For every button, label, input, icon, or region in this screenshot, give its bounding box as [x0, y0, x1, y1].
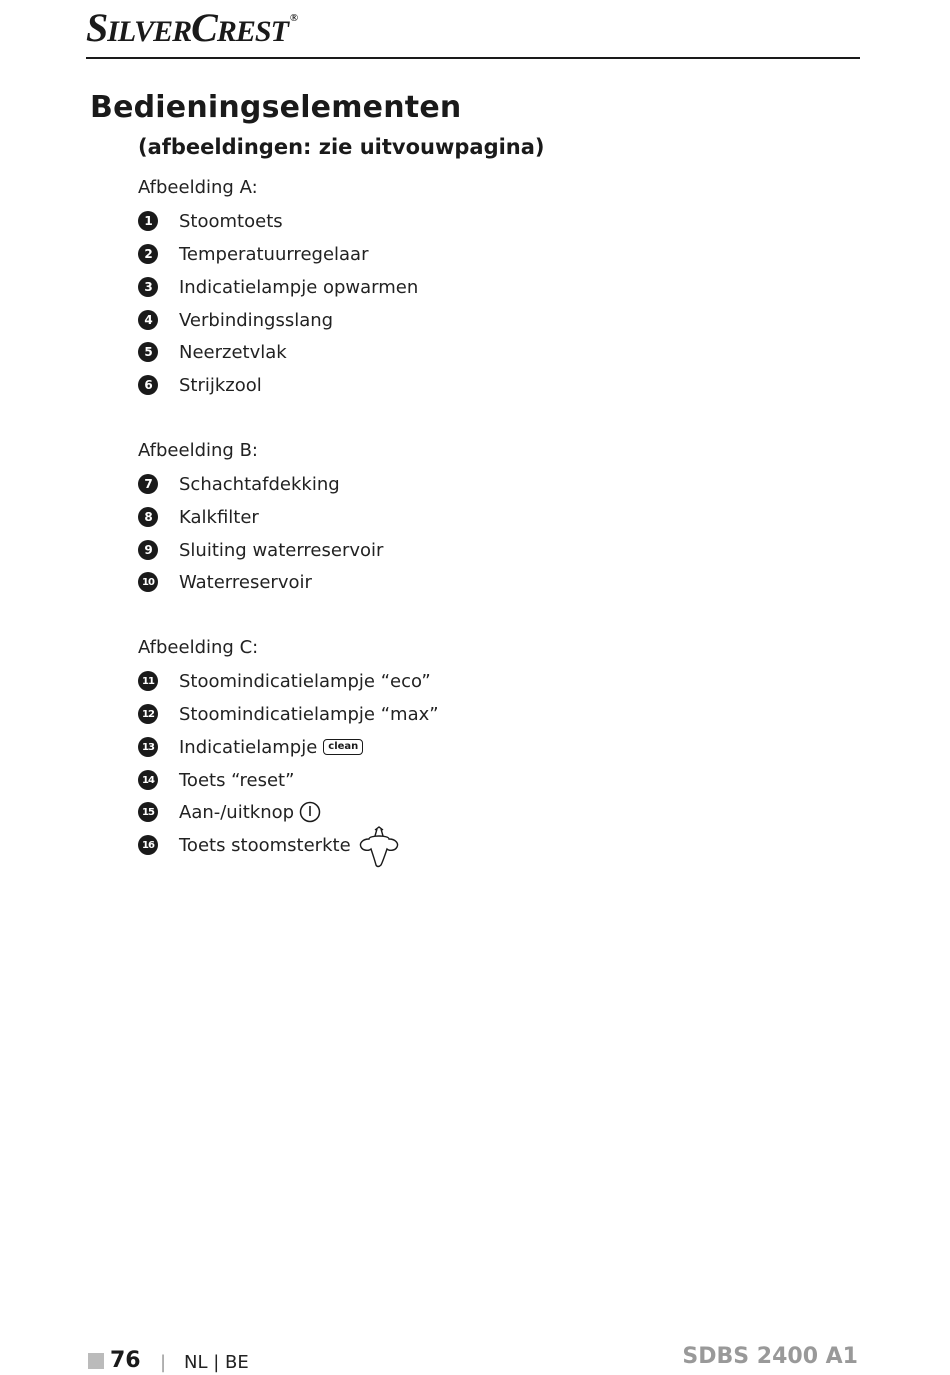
item-label: Temperatuurregelaar [179, 243, 369, 265]
list-item [138, 471, 340, 497]
brand-letter: C [191, 5, 217, 50]
brand-letters: REST [216, 15, 288, 48]
brand-logo [86, 4, 297, 48]
item-number-badge: 5 [138, 342, 158, 362]
list-item [138, 537, 383, 563]
item-label: Strijkzool [179, 374, 262, 396]
item-label: Kalkfilter [179, 506, 259, 528]
item-label: Aan-/uitknop [179, 801, 295, 823]
item-label: Toets stoomsterkte [179, 834, 351, 856]
item-label: Neerzetvlak [179, 341, 287, 363]
list-item [138, 241, 368, 267]
footer-language: NL | BE [184, 1352, 249, 1373]
item-number-badge: 6 [138, 375, 158, 395]
item-label: Indicatielampje opwarmen [179, 276, 419, 298]
registered-mark: ® [289, 12, 298, 24]
item-number-badge: 7 [138, 474, 158, 494]
footer-square-marker [88, 1353, 104, 1369]
item-label: Schachtafdekking [179, 473, 340, 495]
section-label-c: Afbeelding C: [138, 637, 259, 658]
section-label-a: Afbeelding A: [138, 177, 258, 198]
list-item [138, 569, 312, 595]
list-item [138, 832, 403, 858]
list-item [138, 701, 439, 727]
page-title: Bedieningselementen [90, 90, 462, 125]
item-number-badge: 8 [138, 507, 158, 527]
list-item [138, 208, 283, 234]
item-number-badge: 12 [138, 704, 158, 724]
item-label: Verbindingsslang [179, 309, 334, 331]
item-number-badge: 13 [138, 737, 158, 757]
steam-strength-icon [355, 825, 403, 869]
power-icon [299, 801, 321, 823]
list-item [138, 799, 321, 825]
item-label: Sluiting waterreservoir [179, 539, 384, 561]
list-item [138, 767, 294, 793]
item-number-badge: 15 [138, 802, 158, 822]
item-number-badge: 3 [138, 277, 158, 297]
item-label: Stoomindicatielampje “eco” [179, 670, 431, 692]
section-label-b: Afbeelding B: [138, 440, 258, 461]
header-rule [86, 57, 860, 59]
list-item [138, 307, 333, 333]
item-label: Indicatielampje [179, 736, 318, 758]
item-label: Toets “reset” [179, 769, 295, 791]
footer-separator: | [160, 1352, 167, 1373]
item-number-badge: 4 [138, 310, 158, 330]
item-number-badge: 14 [138, 770, 158, 790]
item-number-badge: 2 [138, 244, 158, 264]
list-item [138, 668, 431, 694]
brand-letter: S [86, 5, 108, 50]
item-label: Stoomindicatielampje “max” [179, 703, 439, 725]
item-label: Stoomtoets [179, 210, 283, 232]
item-number-badge: 10 [138, 572, 158, 592]
item-number-badge: 16 [138, 835, 158, 855]
page-subtitle: (afbeeldingen: zie uitvouwpagina) [138, 135, 545, 159]
page-number: 76 [110, 1348, 141, 1373]
item-number-badge: 11 [138, 671, 158, 691]
model-number: SDBS 2400 A1 [682, 1344, 858, 1369]
brand-letters: ILVER [107, 15, 192, 48]
list-item [138, 504, 259, 530]
item-number-badge: 9 [138, 540, 158, 560]
list-item [138, 274, 418, 300]
item-label: Waterreservoir [179, 571, 312, 593]
list-item [138, 372, 262, 398]
clean-badge-icon: clean [323, 739, 363, 755]
list-item [138, 339, 287, 365]
item-number-badge: 1 [138, 211, 158, 231]
list-item [138, 734, 363, 760]
